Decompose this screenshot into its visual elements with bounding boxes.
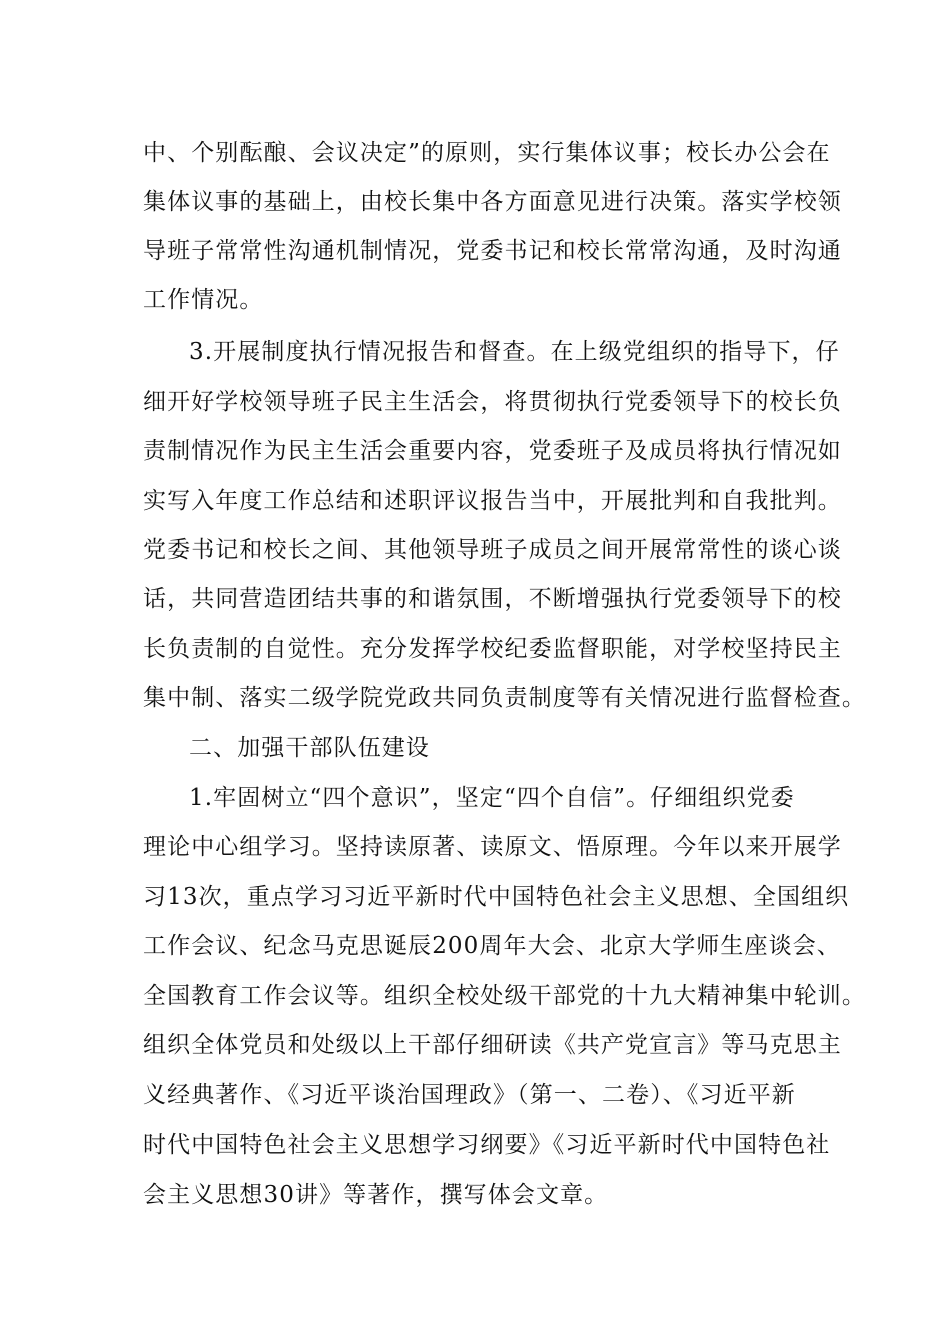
text-line: 中、个别酝酿、会议决定”的原则，实行集体议事；校长办公会在 [143,140,831,166]
text-line: 习13次，重点学习习近平新时代中国特色社会主义思想、全国组织 [143,884,850,910]
text-line: 3.开展制度执行情况报告和督查。在上级党组织的指导下，仔 [189,339,840,365]
text-line: 工作情况。 [143,287,264,313]
text-line: 工作会议、纪念马克思诞辰200周年大会、北京大学师生座谈会、 [143,933,841,959]
section-heading: 二、加强干部队伍建设 [189,735,430,761]
text-line: 会主义思想30讲》等著作，撰写体会文章。 [143,1182,609,1208]
text-line: 党委书记和校长之间、其他领导班子成员之间开展常常性的谈心谈 [143,537,842,563]
text-line: 义经典著作、《习近平谈治国理政》（第一、二卷）、《习近平新 [143,1082,796,1108]
text-line: 集中制、落实二级学院党政共同负责制度等有关情况进行监督检查。 [143,685,866,711]
text-line: 1.牢固树立“四个意识”，坚定“四个自信”。仔细组织党委 [189,785,795,811]
text-line: 导班子常常性沟通机制情况，党委书记和校长常常沟通，及时沟通 [143,238,842,264]
text-line: 责制情况作为民主生活会重要内容，党委班子及成员将执行情况如 [143,438,842,464]
text-line: 时代中国特色社会主义思想学习纲要》《习近平新时代中国特色社 [143,1132,831,1158]
text-line: 全国教育工作会议等。组织全校处级干部党的十九大精神集中轮训。 [143,983,866,1009]
text-line: 组织全体党员和处级以上干部仔细研读《共产党宣言》等马克思主 [143,1032,842,1058]
text-line: 话，共同营造团结共事的和谐氛围，不断增强执行党委领导下的校 [143,586,842,612]
text-line: 实写入年度工作总结和述职评议报告当中，开展批判和自我批判。 [143,488,842,514]
text-line: 理论中心组学习。坚持读原著、读原文、悟原理。今年以来开展学 [143,834,842,860]
text-line: 集体议事的基础上，由校长集中各方面意见进行决策。落实学校领 [143,189,842,215]
text-line: 细开好学校领导班子民主生活会，将贯彻执行党委领导下的校长负 [143,389,842,415]
text-line: 长负责制的自觉性。充分发挥学校纪委监督职能，对学校坚持民主 [143,636,842,662]
